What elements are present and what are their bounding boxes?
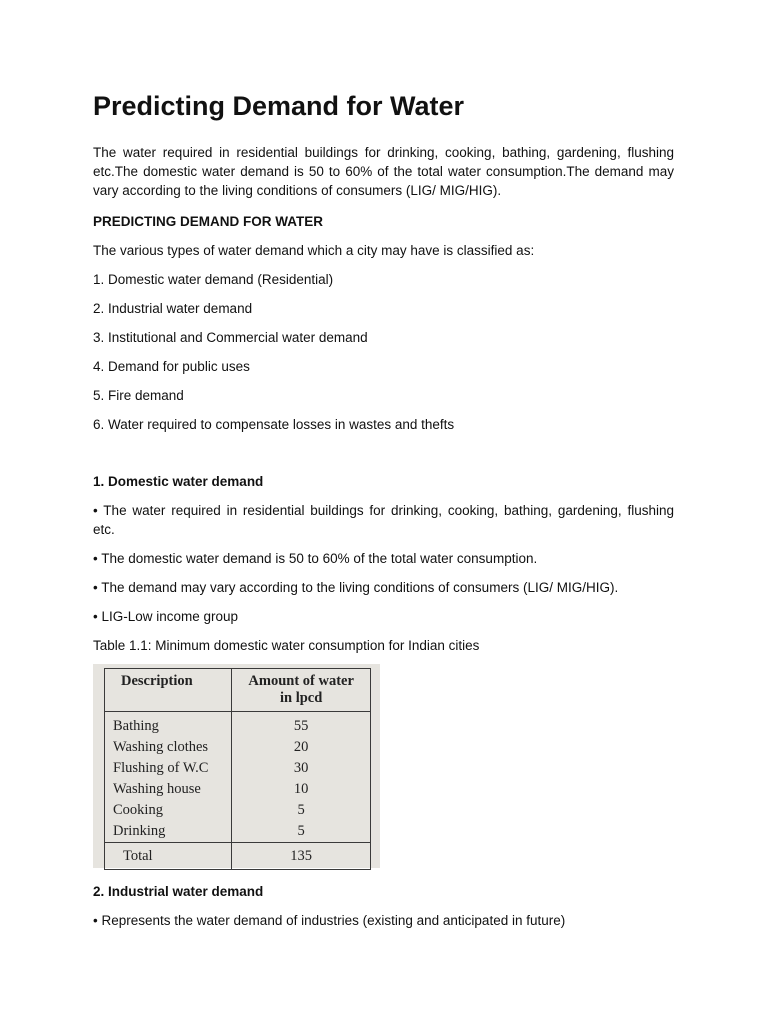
header-description: Description xyxy=(105,669,232,712)
total-label: Total xyxy=(105,843,232,870)
water-consumption-table-image xyxy=(93,664,380,868)
table-caption: Table 1.1: Minimum domestic water consumption for Indian cities xyxy=(93,638,480,653)
domestic-heading: 1. Domestic water demand xyxy=(93,474,264,489)
row-amount: 5 xyxy=(232,821,371,843)
list-item: 6. Water required to compensate losses in wastes and thefts xyxy=(93,417,455,432)
list-item: 4. Demand for public uses xyxy=(93,359,250,374)
row-description: Bathing xyxy=(105,712,232,738)
intro-paragraph: The water required in residential buildings for drinking, cooking, bathing, gardening, flushing etc.The domestic water demand is 50 to 60% of the total water consumption.The demand may vary according to the living conditions of consumers (LIG/ MIG/HIG). xyxy=(93,145,674,198)
table-row xyxy=(105,779,371,800)
list-item: 1. Domestic water demand (Residential) xyxy=(93,272,334,287)
table-row xyxy=(105,821,371,843)
industrial-heading: 2. Industrial water demand xyxy=(93,884,264,899)
demand-types-list xyxy=(93,270,674,434)
row-description: Drinking xyxy=(105,821,232,843)
row-amount: 5 xyxy=(232,800,371,821)
table-row xyxy=(105,712,371,738)
total-amount: 135 xyxy=(232,843,371,870)
water-consumption-table xyxy=(104,668,371,870)
table-row xyxy=(105,758,371,779)
bullet-item: • The demand may vary according to the living conditions of consumers (LIG/ MIG/HIG). xyxy=(93,580,619,595)
table-row xyxy=(105,737,371,758)
table-row xyxy=(105,800,371,821)
document-body xyxy=(93,88,674,940)
row-amount: 55 xyxy=(232,712,371,738)
row-description: Cooking xyxy=(105,800,232,821)
row-amount: 20 xyxy=(232,737,371,758)
list-item: 2. Industrial water demand xyxy=(93,301,253,316)
header-amount-line2: in lpcd xyxy=(280,690,323,706)
header-amount-line1: Amount of water xyxy=(248,673,354,689)
row-amount: 10 xyxy=(232,779,371,800)
header-amount xyxy=(232,669,371,712)
row-description: Flushing of W.C xyxy=(105,758,232,779)
section-spacer xyxy=(93,444,674,472)
table-total-row xyxy=(105,843,371,870)
bullet-item: • The domestic water demand is 50 to 60% of the total water consumption. xyxy=(93,551,538,566)
list-item: 3. Institutional and Commercial water demand xyxy=(93,330,368,345)
table-header-row xyxy=(105,669,371,712)
section-subheading: PREDICTING DEMAND FOR WATER xyxy=(93,214,323,229)
row-description: Washing house xyxy=(105,779,232,800)
bullet-item: • LIG-Low income group xyxy=(93,609,239,624)
bullet-item: • Represents the water demand of industries (existing and anticipated in future) xyxy=(93,913,566,928)
row-amount: 30 xyxy=(232,758,371,779)
bullet-item: • The water required in residential buildings for drinking, cooking, bathing, gardening, flushing etc. xyxy=(93,503,674,537)
list-item: 5. Fire demand xyxy=(93,388,184,403)
page-title: Predicting Demand for Water xyxy=(93,91,465,121)
row-description: Washing clothes xyxy=(105,737,232,758)
classification-intro: The various types of water demand which a city may have is classified as: xyxy=(93,243,535,258)
